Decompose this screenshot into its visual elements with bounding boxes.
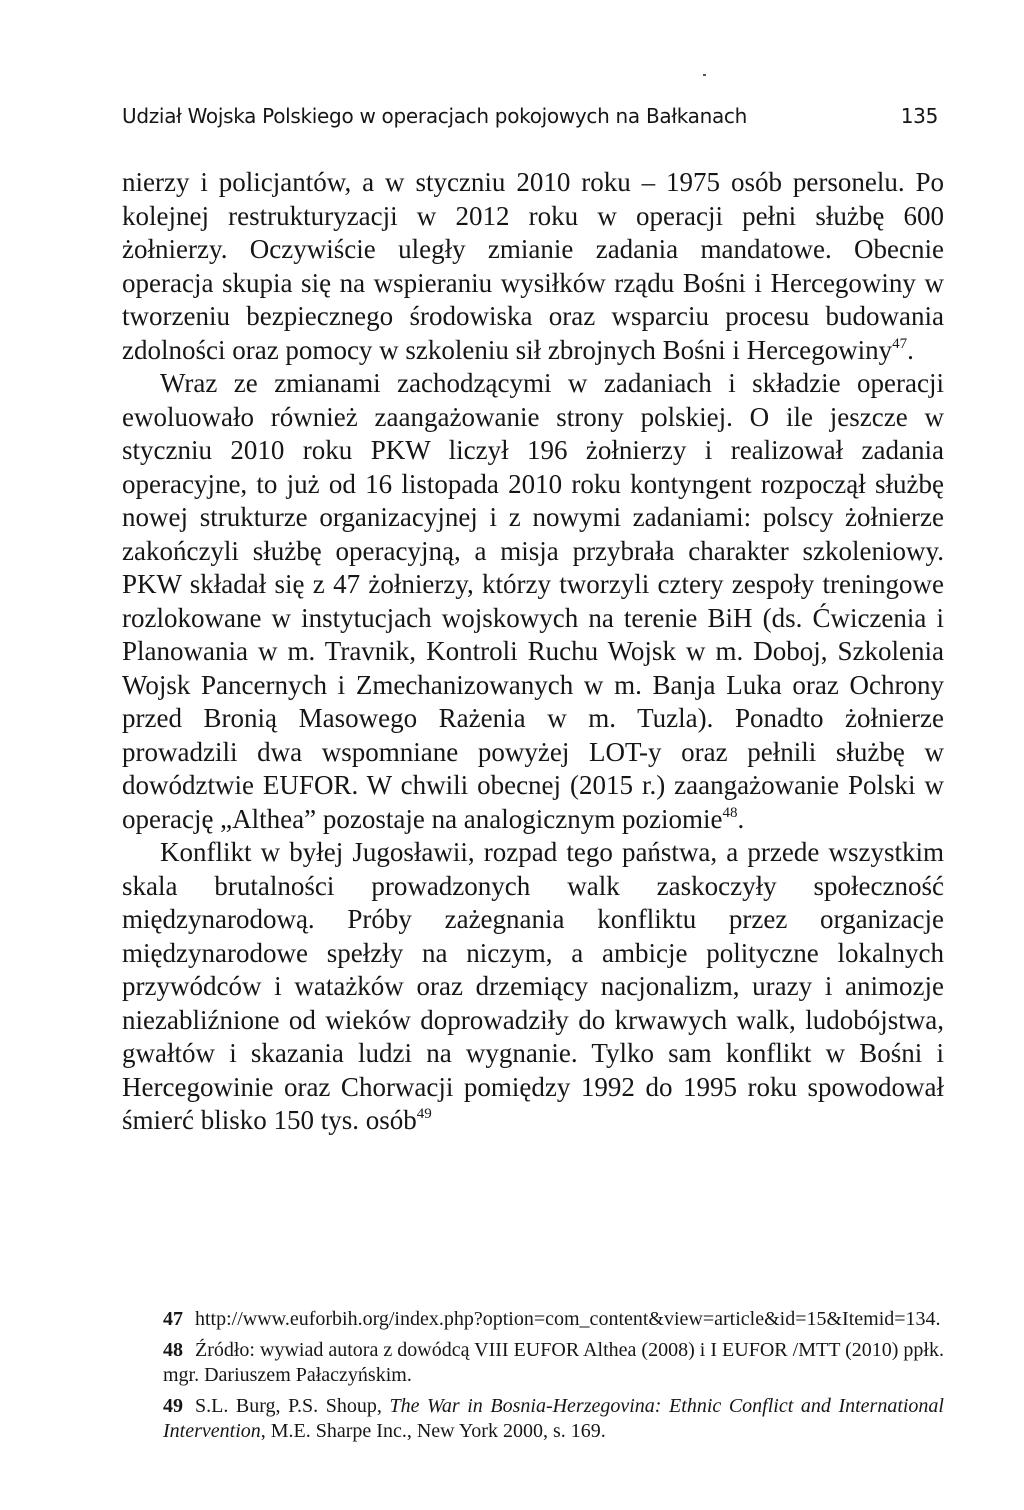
footnote-authors: S.L. Burg, P.S. Shoup, xyxy=(195,1395,390,1417)
footnote-48 xyxy=(163,1338,944,1388)
footnote-ref-49[interactable]: 49 xyxy=(416,1106,432,1122)
footnotes xyxy=(163,1307,944,1450)
footnote-text: Źródło: wywiad autora z dowódcą VIII EUFOR Althea (2008) i I EUFOR /MTT (2010) ppłk. mgr. Dariuszem Pałaczyńskim. xyxy=(163,1339,944,1386)
header-title: Udział Wojska Polskiego w operacjach pokojowych na Bałkanach xyxy=(122,104,747,128)
footnote-publisher: , M.E. Sharpe Inc., New York 2000, s. 169. xyxy=(260,1420,606,1442)
footnote-link[interactable]: http://www.euforbih.org/index.php?option=com_content&view=article&id=15&Itemid=134. xyxy=(195,1308,941,1330)
paragraph-1-end: . xyxy=(907,334,914,365)
paragraph-3-text: Konflikt w byłej Jugosławii, rozpad tego państwa, a przede wszystkim skala brutalności prowadzonych walk zaskoczyły społeczność międzynarodową. Próby zażegnania konfliktu przez organizacje międzynarodowe spełzły na niczym, a ambicje polityczne lokalnych przywódców i watażków oraz drzemiący nacjonalizm, urazy i animozje niezabliźnione od wieków doprowadziły do krwawych walk, ludobójstwa, gwałtów i skazania ludzi na wygnanie. Tylko sam konflikt w Bośni i Hercegowinie oraz Chorwacji pomiędzy 1992 do 1995 roku spowodował śmierć blisko 150 tys. osób xyxy=(122,837,944,1135)
page-number: 135 xyxy=(900,104,938,128)
paragraph-2 xyxy=(122,367,944,836)
body-text xyxy=(122,166,944,1138)
footnote-number: 47 xyxy=(163,1308,183,1330)
footnote-ref-48[interactable]: 48 xyxy=(722,804,738,821)
footnote-number: 48 xyxy=(163,1339,183,1361)
paragraph-3 xyxy=(122,836,944,1138)
scan-mark xyxy=(703,74,706,76)
footnote-ref-47[interactable]: 47 xyxy=(892,335,908,352)
footnote-47 xyxy=(163,1307,944,1332)
running-header xyxy=(122,104,944,134)
paragraph-1-text: nierzy i policjantów, a w styczniu 2010 roku – 1975 osób personelu. Po kolejnej restrukturyzacji w 2012 roku w operacji pełni służbę 600 żołnierzy. Oczywiście uległy zmianie zadania mandatowe. Obecnie operacja skupia się na wspieraniu wysiłków rządu Bośni i Hercegowiny w tworzeniu bezpiecznego środowiska oraz wsparciu procesu budowania zdolności oraz pomocy w szkoleniu sił zbrojnych Bośni i Hercegowiny xyxy=(122,167,944,365)
footnote-number: 49 xyxy=(163,1395,183,1417)
paragraph-2-end: . xyxy=(737,803,745,834)
footnote-book-title: The War in Bosnia-Herzegovina: Ethnic Conflict and International Intervention xyxy=(163,1395,944,1442)
paragraph-2-text: Wraz ze zmianami zachodzącymi w zadaniach i składzie operacji ewoluowało również zaangażowanie strony polskiej. O ile jeszcze w styczniu 2010 roku PKW liczył 196 żołnierzy i realizował zadania operacyjne, to już od 16 listopada 2010 roku kontyngent rozpoczął służbę nowej strukturze organizacyjnej i z nowymi zadaniami: polscy żołnierze zakończyli służbę operacyjną, a misja przybrała charakter szkoleniowy. PKW składał się z 47 żołnierzy, którzy tworzyli cztery zespoły treningowe rozlokowane w instytucjach wojskowych na terenie BiH (ds. Ćwiczenia i Planowania w m. Travnik, Kontroli Ruchu Wojsk w m. Doboj, Szkolenia Wojsk Pancernych i Zmechanizowanych w m. Banja Luka oraz Ochrony przed Bronią Masowego Rażenia w m. Tuzla). Ponadto żołnierze prowadzili dwa wspomniane powyżej LOT-y oraz pełnili służbę w dowództwie EUFOR. W chwili obecnej (2015 r.) zaangażowanie Polski w operację „Althea” pozostaje na analogicznym poziomie xyxy=(122,368,944,834)
footnote-49 xyxy=(163,1394,944,1444)
paragraph-1 xyxy=(122,166,944,367)
